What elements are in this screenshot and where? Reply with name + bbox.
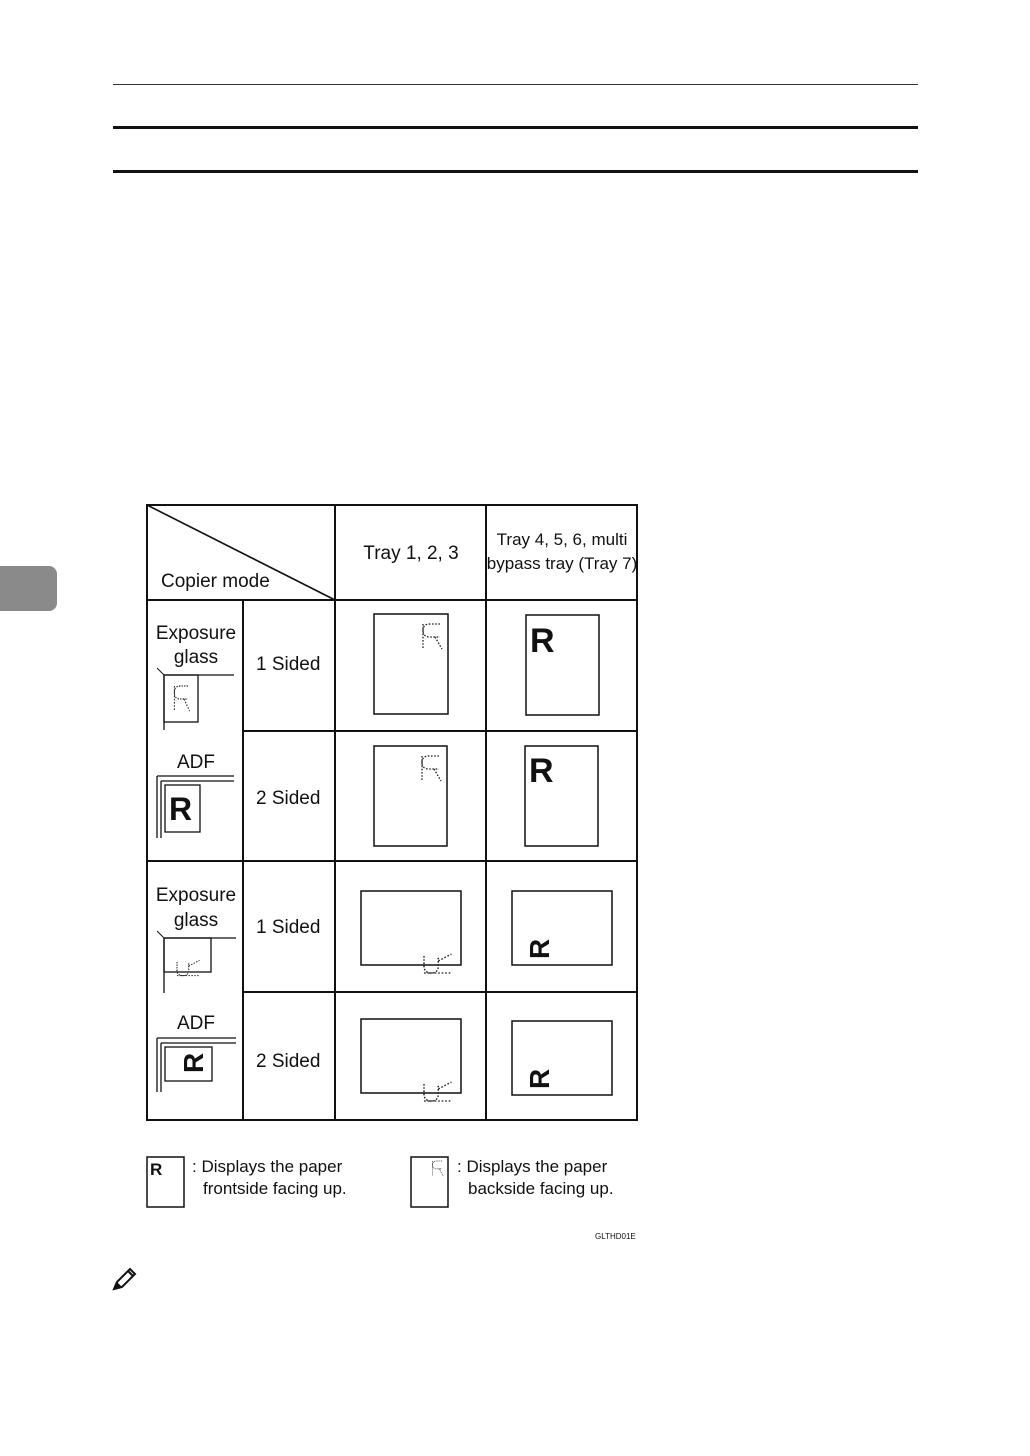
legend-front-line2: frontside facing up. [203,1179,347,1198]
legend-back-line1: : Displays the paper [457,1157,608,1176]
legend-backside [411,1157,614,1207]
legend-frontside [147,1157,347,1207]
glyph-r: R [524,938,555,959]
mode-label-2-sided-b: 2 Sided [256,1051,321,1072]
col-header-tray-123: Tray 1, 2, 3 [363,543,459,564]
mode-label-1-sided-b: 1 Sided [256,917,321,938]
corner-label: Copier mode [161,571,270,592]
output-sheet-tray123-1sided-landscape [361,891,461,973]
glyph-r: R [150,1160,163,1179]
col-header-tray-4567-line2: bypass tray (Tray 7) [486,554,638,573]
adf-landscape-icon [157,1038,236,1092]
glyph-r: R [524,1068,555,1089]
col-header-tray-4567-line1: Tray 4, 5, 6, multi [496,530,628,549]
figure-code: GLTHD01E [595,1232,636,1241]
source-exposure-label-1a: Exposure [155,623,237,644]
output-sheet-tray4567-1sided-landscape [512,891,612,965]
glyph-r: R [530,622,555,660]
source-exposure-label-2b: glass [173,910,219,931]
output-sheet-tray123-1sided-portrait [374,614,448,714]
source-exposure-label-2a: Exposure [155,885,237,906]
mode-label-1-sided-a: 1 Sided [256,654,321,675]
source-exposure-label-1b: glass [173,647,219,668]
mode-label-2-sided-a: 2 Sided [256,788,321,809]
output-sheet-tray123-2sided-portrait [374,746,447,846]
source-adf-label-2: ADF [177,1013,215,1034]
note-pencil-icon [111,1266,139,1292]
exposure-glass-landscape-icon [157,931,236,993]
glyph-r: R [169,791,193,827]
output-sheet-tray4567-2sided-landscape [512,1021,612,1095]
output-sheet-tray4567-1sided-portrait [526,615,599,715]
legend-front-line1: : Displays the paper [192,1157,343,1176]
output-sheet-tray4567-2sided-portrait [525,746,598,846]
legend-back-line2: backside facing up. [468,1179,614,1198]
table-grid [147,505,637,1120]
output-sheet-tray123-2sided-landscape [361,1019,461,1101]
source-adf-label-1: ADF [177,752,215,773]
glyph-r: R [178,1052,209,1073]
adf-portrait-icon [157,776,234,838]
exposure-glass-portrait-icon [157,668,234,730]
glyph-r: R [529,752,554,790]
